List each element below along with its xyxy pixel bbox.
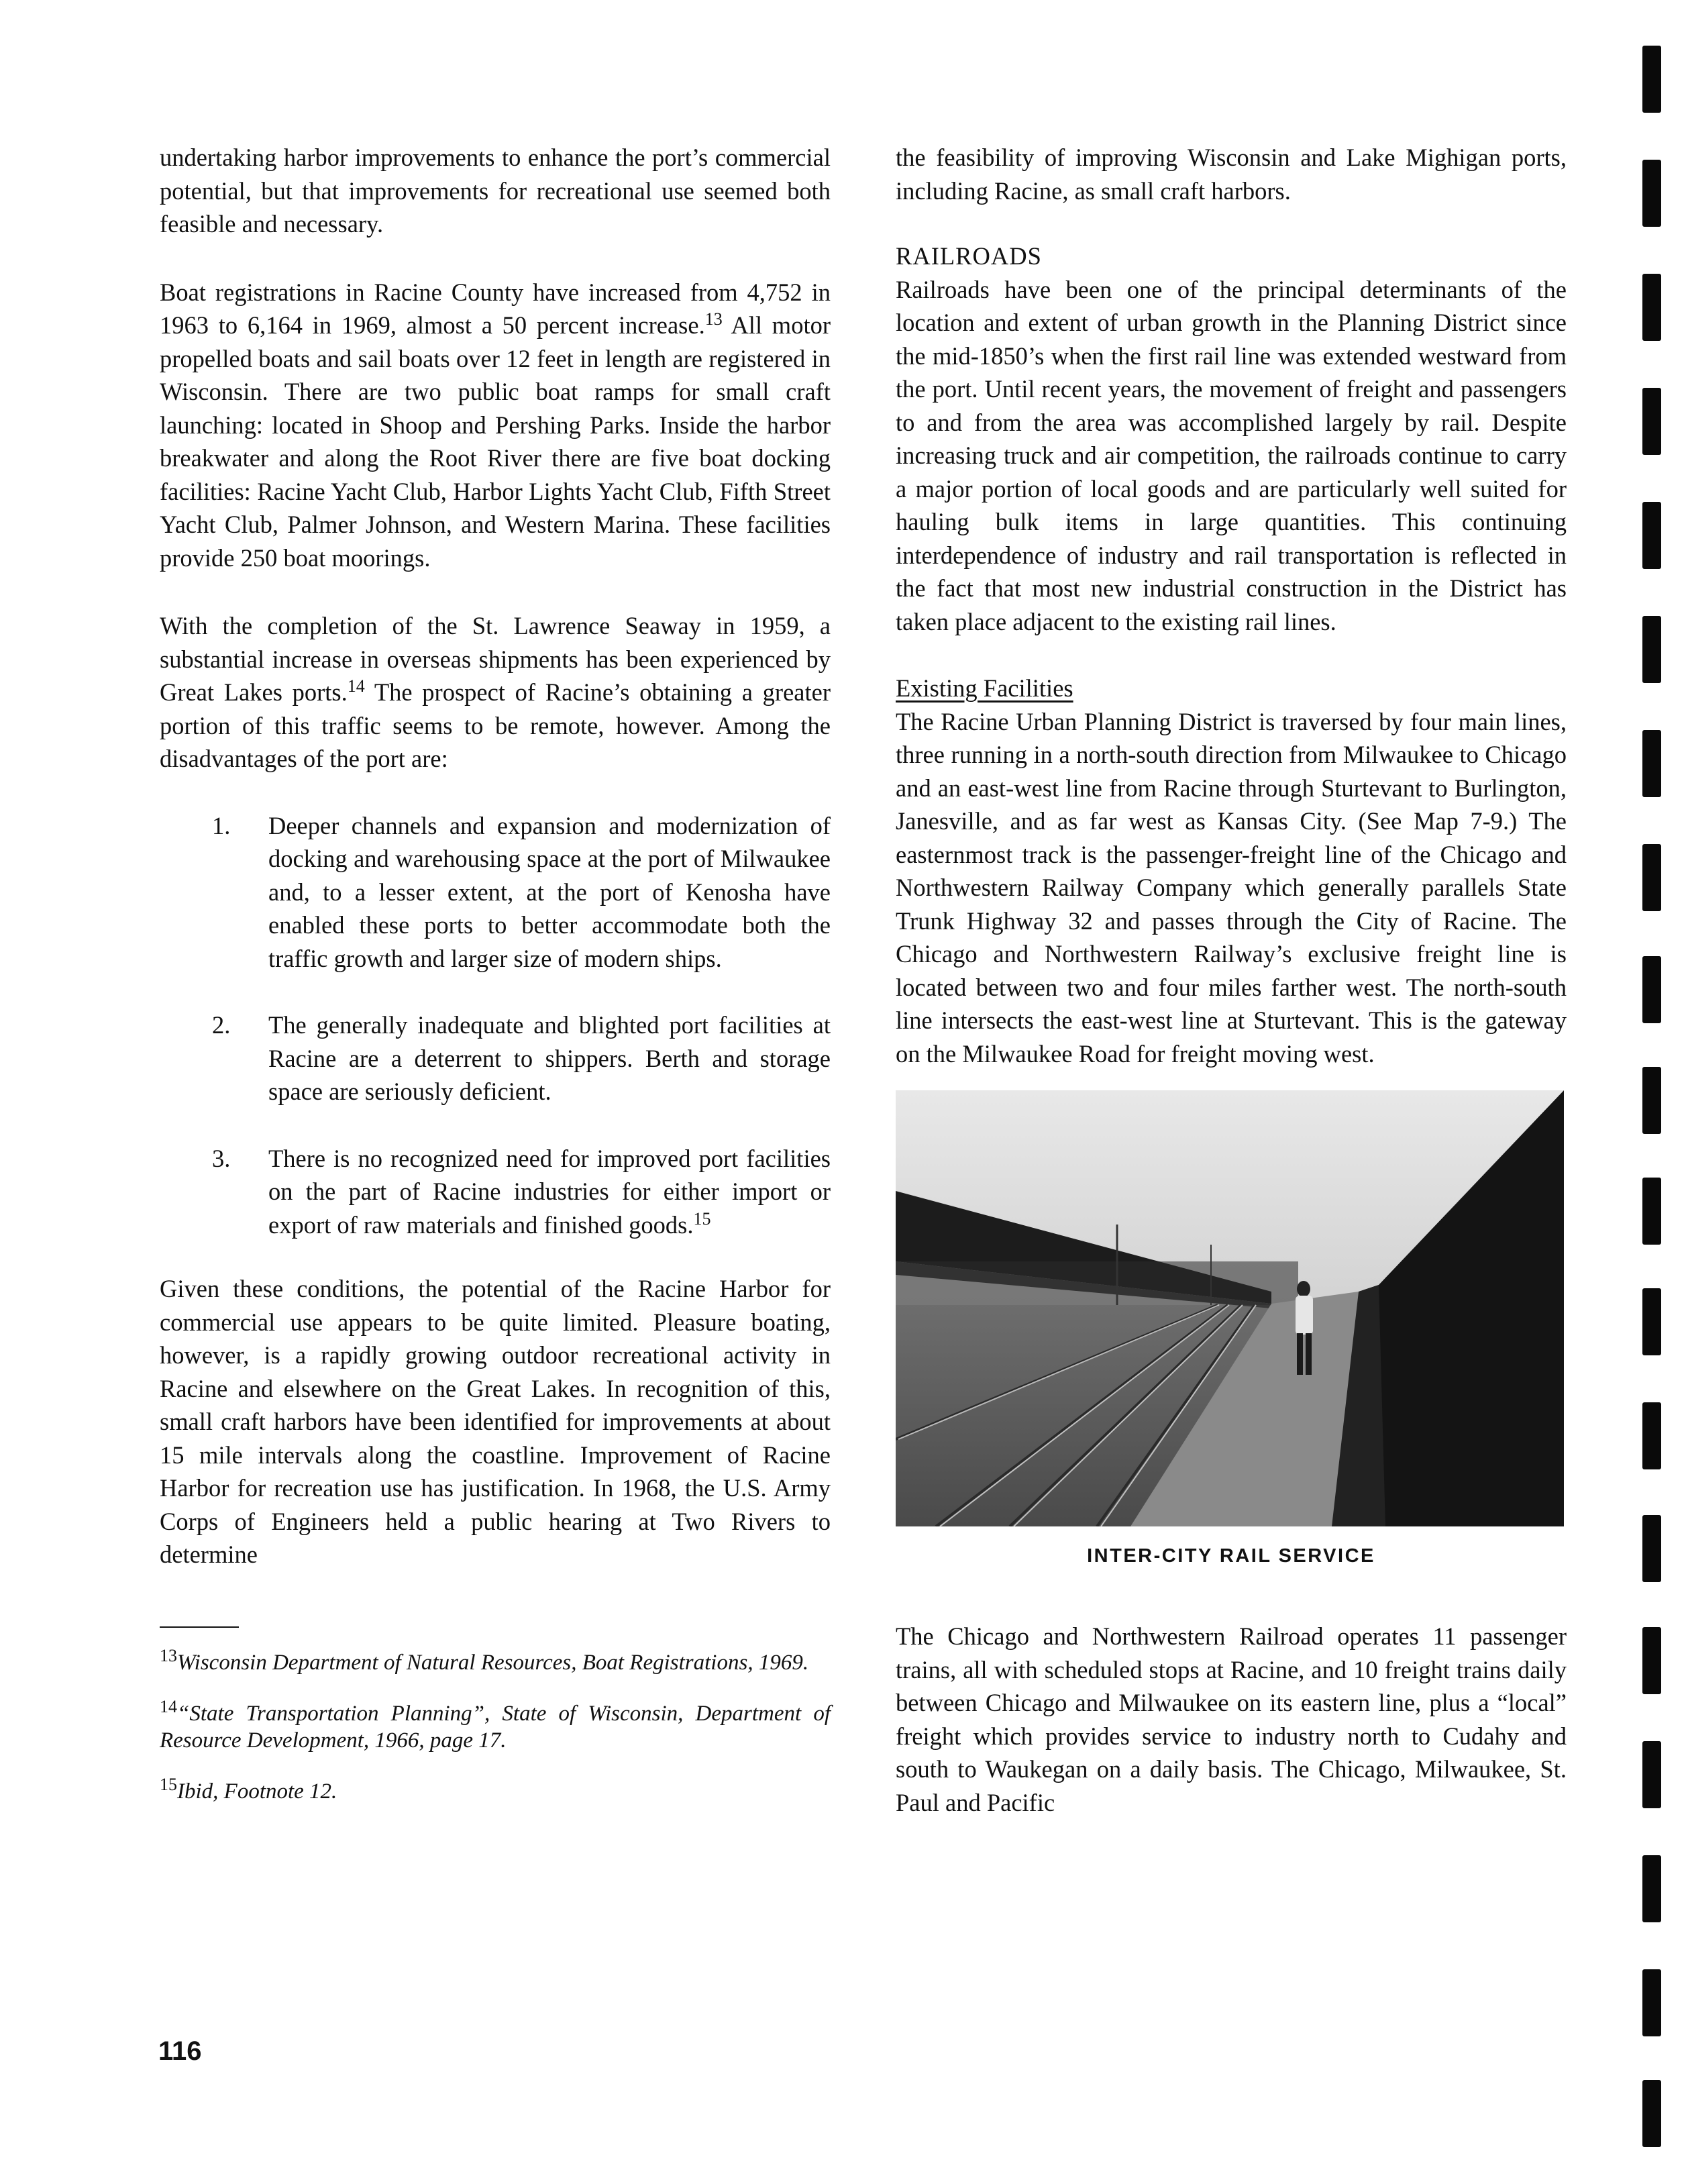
paragraph: The Chicago and Northwestern Railroad operates 11 passenger trains, all with scheduled stops at Racine, and 10 freight trains daily between Chicago and Milwaukee on its eastern line, plus a “local” freight which provides service to industry north to Cudahy and south to Waukegan on a daily basis. The Chicago, Milwaukee, St. Paul and Pacific — [896, 1622, 1567, 1816]
list-item: 3. There is no recognized need for improved port facilities on the part of Racine industries for either import or export of raw materials and finished goods.$^{15}$ — [212, 1144, 831, 1239]
list-item: 1. Deeper channels and expansion and modernization of docking and warehousing space at the port of Milwaukee and, to a lesser extent, at the port of Kenosha have enabled these ports to better accommodate both the traffic growth and larger size of modern ships. — [212, 811, 831, 972]
footnote-ref: 13 — [704, 309, 723, 329]
footnote-rule — [160, 1626, 239, 1628]
footnote: $^{14}$“State Transportation Planning”, State of Wisconsin, Department of Resource Development, 1966, page 17. — [160, 1696, 831, 1753]
footnote-ref: 15 — [693, 1208, 711, 1229]
left-column — [160, 141, 831, 1829]
paragraph: The Racine Urban Planning District is traversed by four main lines, three running in a north-south direction from Milwaukee to Chicago and an east-west line from Racine through Sturtevant to Burlington, Janesville, and as far west as Kansas City. (See Map 7-9.) The easternmost track is the passenger-freight line of the Chicago and Northwestern Railway Company which generally parallels State Trunk Highway 32 and passes through the City of Racine. The Chicago and Northwestern Railway’s exclusive freight line is located between two and four miles farther west. The north-south line intersects the east-west line at Sturtevant. This is the gateway on the Milwaukee Road for freight moving west. — [896, 707, 1567, 1068]
paragraph: the feasibility of improving Wisconsin and Lake Mighigan ports, including Racine, as small craft harbors. — [896, 144, 1567, 205]
subsection-heading-existing-facilities: Existing Facilities — [896, 674, 1073, 702]
paragraph: undertaking harbor improvements to enhance the port’s commercial potential, but that improvements for recreational use seemed both feasible and necessary. — [160, 144, 831, 238]
footnote-ref: 14 — [347, 676, 365, 696]
disadvantages-list — [212, 809, 831, 1242]
footnote: $^{15}$Ibid, Footnote 12. — [160, 1774, 337, 1804]
footnote: $^{13}$Wisconsin Department of Natural Resources, Boat Registrations, 1969. — [160, 1645, 809, 1675]
right-column — [896, 141, 1567, 1819]
rail-station-photo — [896, 1090, 1564, 1526]
page-number: 116 — [158, 2036, 202, 2066]
paragraph: Boat registrations in Racine County have increased from 4,752 in 1963 to 6,164 in 1969, almost a 50 percent increase.$^{13}$ All motor propelled boats and sail boats over 12 feet in length are registered in Wisconsin. There are two public boat ramps for small craft launching: located in Shoop and Pershing Parks. Inside the harbor breakwater and along the Root River there are five boat docking facilities: Racine Yacht Club, Harbor Lights Yacht Club, Fifth Street Yacht Club, Palmer Johnson, and Western Marina. These facilities provide 250 boat moorings. — [160, 278, 831, 572]
section-heading-railroads: RAILROADS — [896, 242, 1042, 270]
photo-caption: INTER-CITY RAIL SERVICE — [1087, 1545, 1375, 1567]
list-item: 2. The generally inadequate and blighted port facilities at Racine are a deterrent to shippers. Berth and storage space are seriously deficient. — [212, 1011, 831, 1105]
paragraph: With the completion of the St. Lawrence Seaway in 1959, a substantial increase in overseas shipments has been experienced by Great Lakes ports.$^{14}$ The prospect of Racine’s obtaining a greater portion of this traffic seems to be remote, however. Among the disadvantages of the port are: — [160, 612, 831, 772]
paragraph: Railroads have been one of the principal determinants of the location and extent of urban growth in the Planning District since the mid-1850’s when the first rail line was extended westward from the port. Until recent years, the movement of freight and passengers to and from the area was accomplished largely by rail. Despite increasing truck and air competition, the railroads continue to carry a major portion of local goods and are particularly well suited for hauling bulk items in large quantities. This continuing interdependence of industry and rail transportation is reflected in the fact that most new industrial construction in the District has taken place adjacent to the existing rail lines. — [896, 275, 1567, 635]
paragraph: Given these conditions, the potential of the Racine Harbor for commercial use appears to be quite limited. Pleasure boating, however, is a rapidly growing outdoor recreational activity in Racine and elsewhere on the Great Lakes. In recognition of this, small craft harbors have been identified for improvements at about 15 mile intervals along the coastline. Improvement of Racine Harbor for recreation use has justification. In 1968, the U.S. Army Corps of Engineers held a public hearing at Two Rivers to determine — [160, 1275, 831, 1568]
